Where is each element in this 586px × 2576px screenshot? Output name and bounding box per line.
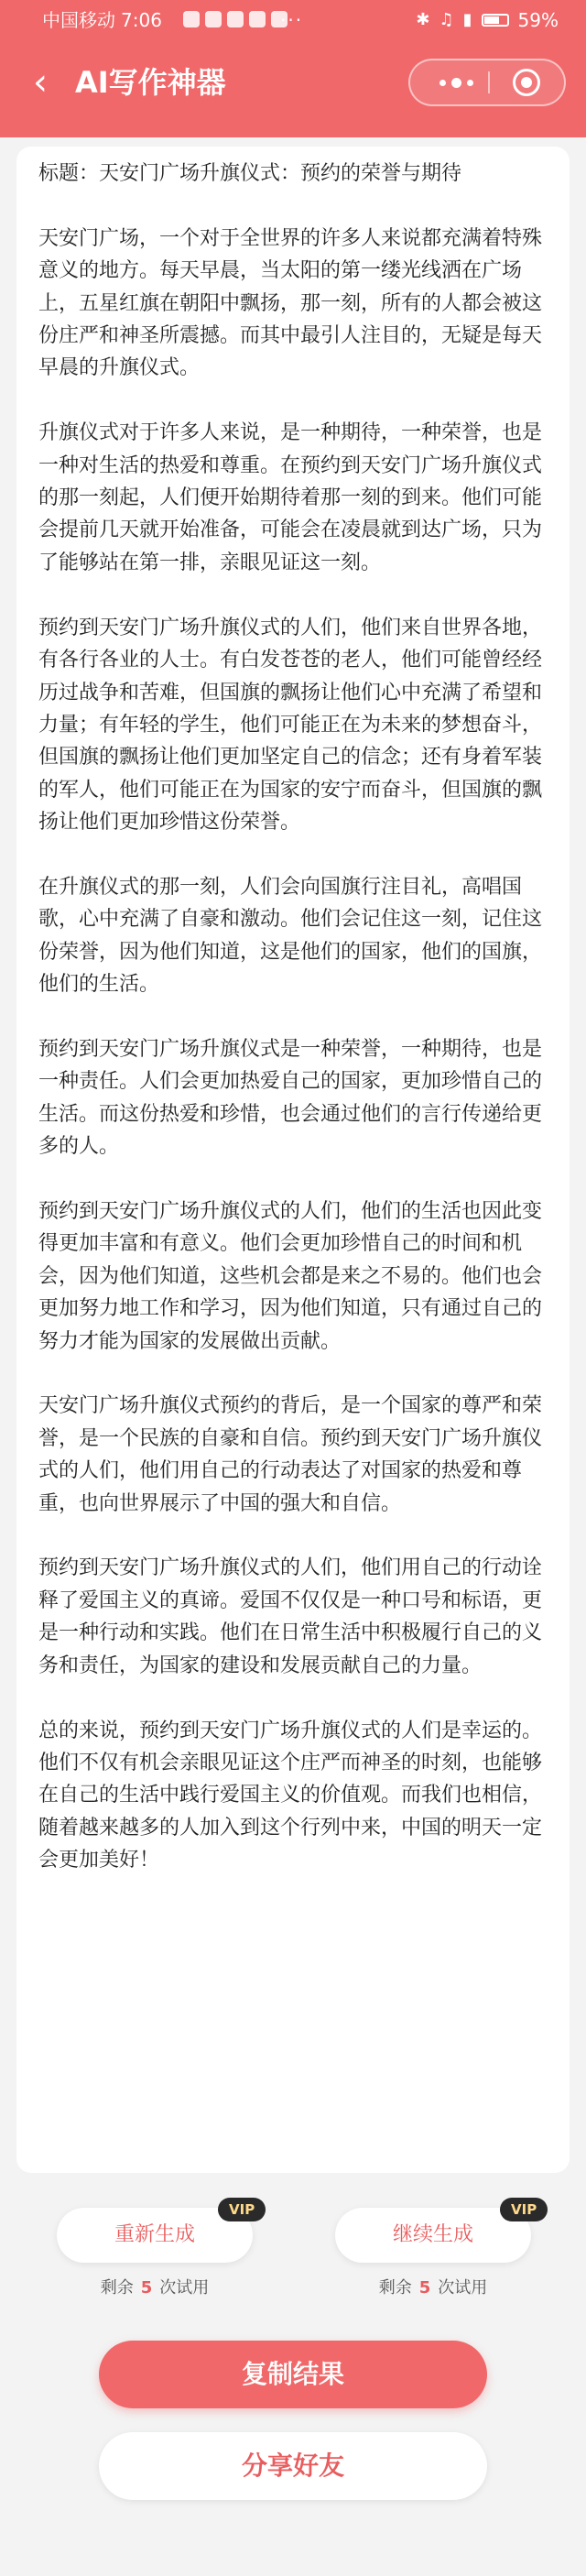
capsule-divider [488, 71, 490, 93]
status-time: 7:06 [121, 9, 162, 31]
article-text: 标题：天安门广场升旗仪式：预约的荣誉与期待 天安门广场，一个对于全世界的许多人来说都充满着特殊意义的地方。每天早晨，当太阳的第一缕光线洒在广场上，五星红旗在朝阳中飘扬，那一刻，所有的人都会被这份庄严和神圣所震撼。而其中最引人注目的，无疑是每天早晨的升旗仪式。 升旗仪式对于许多人来说，是一种期待，一种荣誉，也是一种对生活的热爱和尊重。在预约到天安门广场升旗仪式的那一刻起，人们便开始期待着那一刻的到来。他们可能会提前几天就开始准备，可能会在凌晨就到达广场，只为了能够站在第一排，亲眼见证这一刻。 预约到天安门广场升旗仪式的人们，他们来自世界各地，有各行各业的人士。有白发苍苍的老人，他们可能曾经经历过战争和苦难，但国旗的飘扬让他们心中充满了希望和力量；有年轻的学生，他们可能正在为未来的梦想奋斗，但国旗的飘扬让他们更加坚定自己的信念；还有身着军装的军人，他们可能正在为国家的安宁而奋斗，但国旗的飘扬让他们更加珍惜这份荣誉。 在升旗仪式的那一刻，人们会向国旗行注目礼，高唱国歌，心中充满了自豪和激动。他们会记住这一刻，记住这份荣誉，因为他们知道，这是他们的国家，他们的国旗，他们的生活。 预约到天安门广场升旗仪式是一种荣誉，一种期待，也是一种责任。人们会更加热爱自己的国家，更加珍惜自己的生活。而这份热爱和珍惜，也会通过他们的言行传递给更多的人。 预约到天安门广场升旗仪式的人们，他们的生活也因此变得更加丰富和有意义。他们会更加珍惜自己的时间和机会，因为他们知道，这些机会都是来之不易的。他们也会更加努力地工作和学习，因为他们知道，只有通过自己的努力才能为国家的发展做出贡献。 天安门广场升旗仪式预约的背后，是一个国家的尊严和荣誉，是一个民族的自豪和自信。预约到天安门广场升旗仪式的人们，他们用自己的行动表达了对国家的热爱和尊重，也向世界展示了中国的强大和自信。 预约到天安门广场升旗仪式的人们，他们用自己的行动诠释了爱国主义的真谛。爱国不仅仅是一种口号和标语，更是一种行动和实践。他们在日常生活中积极履行自己的义务和责任，为国家的建设和发展贡献自己的力量。 总的来说，预约到天安门广场升旗仪式的人们是幸运的。他们不仅有机会亲眼见证这个庄严而神圣的时刻，也能够在自己的生活中践行爱国主义的价值观。而我们也相信，随着越来越多的人加入到这个行列中来，中国的明天一定会更加美好！ [38, 162, 543, 1872]
notification-app-icon [227, 11, 244, 27]
status-right [416, 0, 559, 40]
status-more-icon: ··· [280, 9, 304, 31]
battery-icon [482, 14, 509, 27]
notification-app-icon [205, 11, 222, 27]
more-options-icon[interactable] [427, 60, 485, 104]
vip-badge: VIP [218, 2198, 266, 2221]
carrier-name: 中国移动 [42, 9, 115, 31]
continue-button[interactable]: 继续生成 [335, 2208, 531, 2263]
bluetooth-icon: ✱ [416, 10, 430, 29]
share-friends-button[interactable]: 分享好友 [99, 2432, 487, 2500]
remain-count: 5 [140, 2278, 153, 2298]
notification-app-icon [249, 11, 266, 27]
app-header [0, 0, 586, 137]
mute-icon: ♫ [439, 10, 454, 29]
regenerate-remaining [57, 2275, 253, 2298]
remain-suffix: 次试用 [438, 2278, 488, 2298]
notification-icons [183, 11, 288, 27]
battery-percent: 59% [517, 9, 559, 31]
back-icon[interactable]: ‹ [33, 61, 48, 104]
miniprogram-capsule [408, 59, 566, 106]
regenerate-button[interactable]: 重新生成 [57, 2208, 253, 2263]
status-bar [0, 0, 586, 40]
page-title: AI写作神器 [75, 65, 226, 100]
carrier-label [42, 0, 162, 40]
close-miniprogram-icon[interactable] [513, 69, 540, 96]
remain-prefix: 剩余 [378, 2278, 412, 2298]
signal-icon: ▮ [462, 10, 472, 29]
vip-badge: VIP [500, 2198, 548, 2221]
copy-result-button[interactable]: 复制结果 [99, 2341, 487, 2408]
notification-app-icon [183, 11, 200, 27]
remain-count: 5 [418, 2278, 431, 2298]
nav-bar [0, 46, 586, 119]
article-card [16, 147, 570, 2173]
remain-suffix: 次试用 [159, 2278, 210, 2298]
remain-prefix: 剩余 [100, 2278, 134, 2298]
continue-remaining [335, 2275, 531, 2298]
